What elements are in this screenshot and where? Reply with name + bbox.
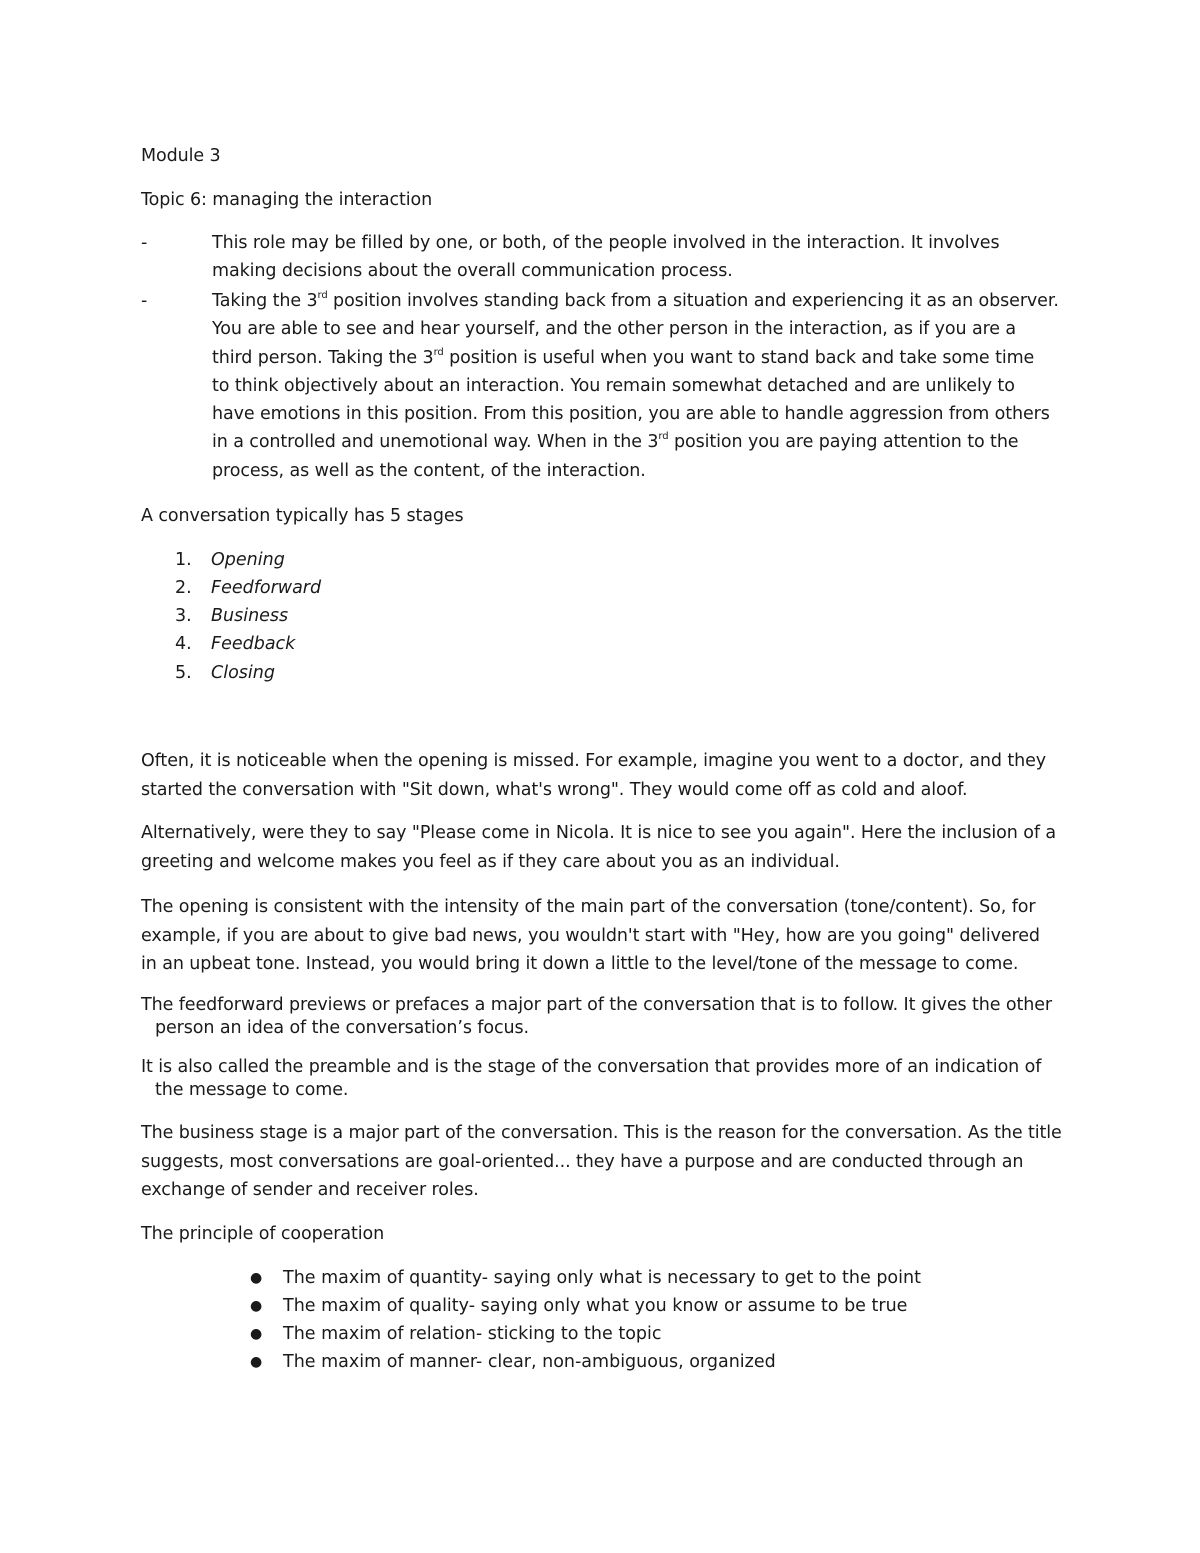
- text-line: Taking the 3rd position involves standing back from a situation and experiencing it as an observer.: [212, 290, 1059, 311]
- bullet-icon: ●: [250, 1354, 263, 1370]
- text-line: process, as well as the content, of the interaction.: [212, 460, 646, 481]
- maxim-item: ● The maxim of manner- clear, non-ambiguous, organized: [250, 1348, 776, 1376]
- paragraph: Alternatively, were they to say "Please come in Nicola. It is nice to see you again". Here the inclusion of a greeting and welcome makes you feel as if they care about you as an individual.: [141, 823, 1056, 872]
- text-line: to think objectively about an interaction. You remain somewhat detached and are unlikely to: [212, 375, 1015, 396]
- paragraph: The feedforward previews or prefaces a major part of the conversation that is to follow. It gives the other person an idea of the conversation’s focus.: [141, 995, 1053, 1038]
- paragraph: It is also called the preamble and is the stage of the conversation that provides more of an indication of the message to come.: [141, 1057, 1042, 1100]
- stage-item: 3. Business: [175, 606, 289, 626]
- principle-heading: The principle of cooperation: [141, 1224, 385, 1244]
- topic-heading: Topic 6: managing the interaction: [141, 190, 433, 210]
- dash-marker: -: [141, 233, 148, 253]
- text-line: This role may be filled by one, or both, of the people involved in the interaction. It involves: [212, 233, 1000, 253]
- text-line: third person. Taking the 3rd position is useful when you want to stand back and take some time: [212, 346, 1035, 368]
- maxim-item: ● The maxim of quantity- saying only what is necessary to get to the point: [250, 1264, 921, 1292]
- stage-item: 4. Feedback: [175, 634, 296, 654]
- dash-marker: -: [141, 291, 148, 311]
- paragraph: The business stage is a major part of the conversation. This is the reason for the conversation. As the title suggests, most conversations are goal-oriented... they have a purpose and are conducted through an exchange of sender and receiver roles.: [141, 1123, 1062, 1200]
- bullet-icon: ●: [250, 1326, 263, 1342]
- paragraph: The opening is consistent with the intensity of the main part of the conversation (tone/content). So, for example, if you are about to give bad news, you wouldn't start with "Hey, how are you going" delivered in an upbeat tone. Instead, you would bring it down a little to the level/tone of the message to come.: [141, 897, 1040, 974]
- bullet-icon: ●: [250, 1298, 263, 1314]
- text-line: making decisions about the overall communication process.: [212, 261, 733, 282]
- maxim-item: ● The maxim of relation- sticking to the topic: [250, 1320, 662, 1348]
- maxim-item: ● The maxim of quality- saying only what you know or assume to be true: [250, 1292, 907, 1320]
- text-line: in a controlled and unemotional way. When in the 3rd position you are paying attention to the: [212, 431, 1019, 453]
- text-line: You are able to see and hear yourself, and the other person in the interaction, as if you are a: [212, 319, 1017, 340]
- stage-item: 5. Closing: [175, 663, 275, 683]
- bullet-icon: ●: [250, 1270, 263, 1286]
- paragraph: Often, it is noticeable when the opening is missed. For example, imagine you went to a doctor, and they started the conversation with "Sit down, what's wrong". They would come off as cold and aloof.: [141, 751, 1047, 800]
- stage-item: 2. Feedforward: [175, 578, 322, 598]
- module-title: Module 3: [141, 146, 221, 166]
- stage-item: 1. Opening: [175, 550, 285, 570]
- stages-intro: A conversation typically has 5 stages: [141, 506, 464, 526]
- text-line: have emotions in this position. From this position, you are able to handle aggression from others: [212, 404, 1050, 425]
